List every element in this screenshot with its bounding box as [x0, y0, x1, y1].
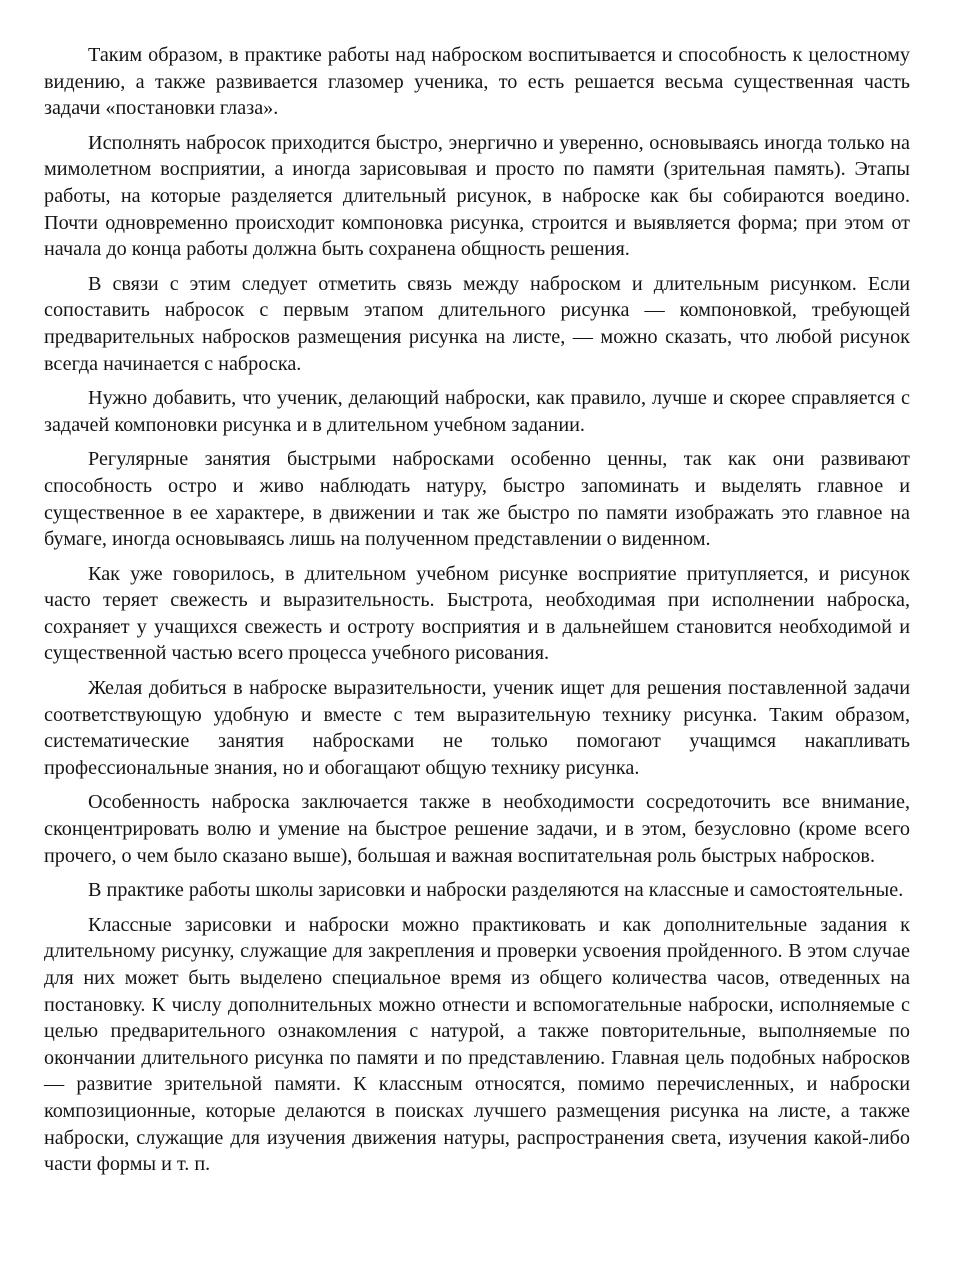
paragraph-10: Классные зарисовки и наброски можно практиковать и как дополнительные задания к длительному рисунку, служащие для закрепления и проверки усвоения пройденного. В этом случае для них может быть выделено специальное время из общего количества часов, отведенных на постановку. К числу дополнительных можно отнести и вспомогательные наброски, исполняемые с целью предварительного ознакомления с натурой, а также повторительные, выполняемые по окончании длительного рисунка по памяти и по представлению. Главная цель подобных набросков — развитие зрительной памяти. К классным относятся, помимо перечисленных, и наброски композиционные, которые делаются в поисках лучшего размещения рисунка на листе, а также наброски, служащие для изучения движения натуры, распространения света, изучения какой-либо части формы и т. п.	[44, 913, 910, 1176]
paragraph-5: Регулярные занятия быстрыми набросками особенно ценны, так как они развивают способность остро и живо наблюдать натуру, быстро запоминать и выделять главное и существенное в ее характере, в движении и так же быстро по памяти изображать это главное на бумаге, иногда основываясь лишь на полученном представлении о виденном.	[44, 448, 910, 551]
paragraph-9: В практике работы школы зарисовки и наброски разделяются на классные и самостоятельные.	[88, 879, 904, 902]
paragraph-1: Таким образом, в практике работы над наброском воспитывается и способность к целостному видению, а также развивается глазомер ученика, то есть решается весьма существенная часть задачи «постановки глаза».	[44, 44, 910, 120]
paragraph-2: Исполнять набросок приходится быстро, энергично и уверенно, основываясь иногда только на мимолетном восприятии, а иногда зарисовывая и просто по памяти (зрительная память). Этапы работы, на которые разделяется длительный рисунок, в наброске как бы собираются воедино. Почти одновременно происходит компоновка рисунка, строится и выявляется форма; при этом от начала до конца работы должна быть сохранена общность решения.	[44, 131, 910, 261]
paragraph-7: Желая добиться в наброске выразительности, ученик ищет для решения поставленной задачи соответствующую удобную и вместе с тем выразительную технику рисунка. Таким образом, систематические занятия набросками не только помогают учащимся накапливать профессиональные знания, но и обогащают общую технику рисунка.	[44, 677, 910, 779]
paragraph-8: Особенность наброска заключается также в необходимости сосредоточить все внимание, сконцентрировать волю и умение на быстрое решение задачи, и в этом, безусловно (кроме всего прочего, о чем было сказано выше), большая и важная воспитательная роль быстрых набросков.	[44, 791, 910, 867]
paragraph-6: Как уже говорилось, в длительном учебном рисунке восприятие притупляется, и рисунок часто теряет свежесть и выразительность. Быстрота, необходимая при исполнении наброска, сохраняет у учащихся свежесть и остроту восприятия и в дальнейшем становится необходимой и существенной частью всего процесса учебного рисования.	[44, 562, 910, 665]
paragraph-4: Нужно добавить, что ученик, делающий наброски, как правило, лучше и скорее справляется с задачей компоновки рисунка и в длительном учебном задании.	[44, 387, 910, 436]
paragraph-3: В связи с этим следует отметить связь между наброском и длительным рисунком. Если сопоставить набросок с первым этапом длительного рисунка — компоновкой, требующей предварительных набросков размещения рисунка на листе, — можно сказать, что любой рисунок всегда начинается с наброска.	[44, 272, 910, 375]
